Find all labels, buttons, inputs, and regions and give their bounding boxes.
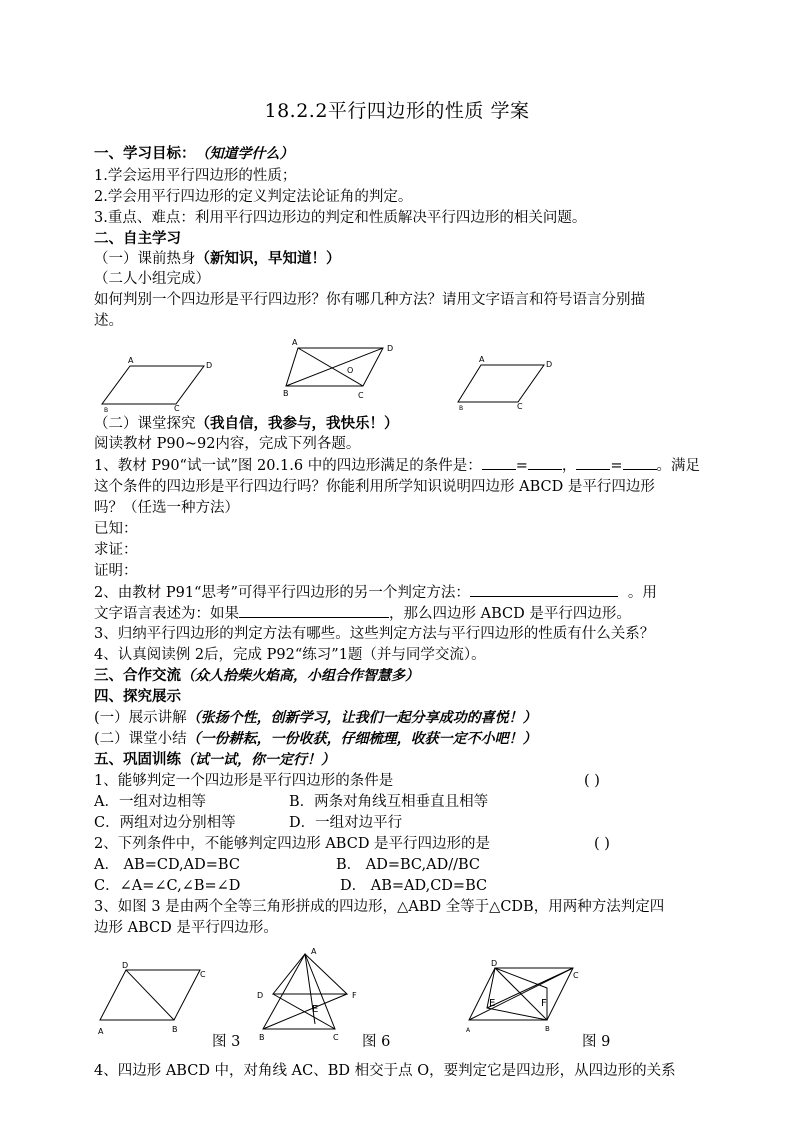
drill-1-option-b: B．两条对角线互相垂直且相等 — [289, 794, 489, 810]
section-5-line — [94, 750, 335, 770]
label-b: B — [545, 1025, 550, 1033]
section-3-heading: 三、合作交流 — [94, 667, 181, 684]
answer-blank-4[interactable] — [623, 455, 657, 470]
summary-note: （一份耕耘，一份收获，仔细梳理，收获一定不小吧！） — [186, 731, 537, 747]
label-e: E — [489, 998, 496, 1009]
label-a: A — [311, 947, 317, 956]
label-b: B — [459, 405, 464, 412]
drill-3-line-2: 边形 ABCD 是平行四边形。 — [94, 920, 278, 936]
drill-1-answer-paren[interactable]: ( ) — [584, 773, 600, 789]
answer-blank-1[interactable] — [482, 455, 516, 470]
reading-instruction: 阅读教材 P90~92内容，完成下列各题。 — [94, 436, 361, 452]
exercise-1-line-3: 吗？（任选一种方法） — [94, 500, 239, 516]
drill-2-answer-paren[interactable]: ( ) — [594, 836, 610, 852]
label-b: B — [172, 1025, 178, 1034]
answer-blank-3[interactable] — [576, 455, 610, 470]
question-line-1: 如何判别一个四边形是平行四边形？你有哪几种方法？请用文字语言和符号语言分别描 — [94, 292, 645, 308]
figure-3 — [96, 962, 216, 1042]
label-a: A — [292, 338, 298, 347]
drill-1: 1、能够判定一个四边形是平行四边形的条件是 — [94, 773, 394, 789]
section-2-heading: 二、自主学习 — [94, 230, 181, 247]
label-c: C — [573, 971, 579, 980]
section-1-heading-line — [94, 144, 294, 164]
label-a: A — [98, 1027, 104, 1036]
section-3-note: （众人拾柴火焰高，小组合作智慧多） — [181, 668, 419, 684]
known-label: 已知： — [94, 521, 138, 537]
label-c: C — [358, 391, 364, 400]
exercise-4: 4、认真阅读例 2后，完成 P92“练习”1题（并与同学交流）。 — [94, 647, 486, 663]
section-5-heading: 五、巩固训练 — [94, 751, 181, 768]
summary-line — [94, 729, 537, 749]
label-b: B — [259, 1033, 265, 1042]
exercise-1-tail: 。满足 — [656, 458, 701, 474]
label-f: F — [541, 998, 547, 1009]
label-b: B — [283, 389, 289, 398]
label-d: D — [491, 959, 498, 968]
triangle-abc — [263, 954, 335, 1029]
label-d: D — [546, 360, 553, 369]
drill-2-option-d: D． AB=AD,CD=BC — [340, 878, 488, 894]
objective-2: 2.学会用平行四边形的定义判定法论证角的判定。 — [94, 189, 413, 205]
label-d: D — [206, 361, 213, 370]
warmup-note: （新知识，早知道！） — [195, 250, 341, 267]
comma: ， — [561, 458, 577, 474]
drill-1-option-c: C．两组对边分别相等 — [94, 815, 236, 831]
label-d: D — [387, 344, 394, 353]
caption-figure-6: 图 6 — [362, 1034, 391, 1050]
diagonal-db — [126, 970, 174, 1020]
parallelogram-figure-2 — [283, 338, 393, 403]
label-a: A — [479, 355, 485, 364]
display-line — [94, 708, 537, 728]
equals-sign: = — [515, 458, 528, 474]
label-f: F — [352, 991, 357, 1000]
drill-4: 4、四边形 ABCD 中，对角线 AC、BD 相交于点 O，要判定它是四边形，从四边形的关系 — [94, 1063, 676, 1079]
display-note: （张扬个性，创新学习，让我们一起分享成功的喜悦！） — [186, 710, 537, 726]
label-e: E — [312, 1004, 319, 1015]
answer-blank-2[interactable] — [528, 455, 562, 470]
exercise-2-text: 2、由教材 P91“思考”可得平行四边形的另一个判定方法： — [94, 585, 470, 601]
figure-6 — [255, 942, 365, 1047]
caption-figure-3: 图 3 — [212, 1034, 241, 1050]
exploration-note: （我自信，我参与，我快乐！） — [195, 415, 399, 432]
group-note: （二人小组完成） — [94, 271, 210, 287]
label-d: D — [122, 961, 129, 970]
objective-1: 1.学会运用平行四边形的性质； — [94, 168, 297, 184]
exercise-3: 3、归纳平行四边形的判定方法有哪些。这些判定方法与平行四边形的性质有什么关系？ — [94, 626, 655, 642]
display-label: (一）展示讲解 — [94, 710, 187, 726]
exercise-2-tail-2: ，那么四边形 ABCD 是平行四边形。 — [389, 606, 631, 622]
page-title: 18.2.2平行四边形的性质 学案 — [264, 100, 530, 122]
drill-2-option-a: A． AB=CD,AD=BC — [94, 857, 240, 873]
exploration-line — [94, 414, 399, 434]
label-a: A — [128, 356, 134, 365]
exercise-2-line-2 — [94, 603, 631, 624]
warmup-line — [94, 249, 341, 269]
label-d: D — [257, 991, 264, 1000]
exercise-2-line-1 — [94, 582, 657, 603]
parallelogram-figure-1 — [100, 358, 220, 413]
parallelogram-shape — [102, 366, 204, 404]
diagonal-bd — [286, 348, 383, 386]
label-o: O — [347, 366, 354, 375]
proof-label: 证明： — [94, 563, 138, 579]
parallelogram-figure-3 — [455, 356, 555, 411]
drill-2-option-c: C．∠A=∠C,∠B=∠D — [94, 878, 241, 894]
exercise-2-text-2: 文字语言表述为：如果 — [94, 606, 239, 622]
figure-9 — [465, 958, 585, 1038]
prove-label: 求证： — [94, 542, 138, 558]
drill-3-line-1: 3、如图 3 是由两个全等三角形拼成的四边形，△ABD 全等于△CDB，用两种方法判定四 — [94, 899, 665, 915]
drill-2-option-b: B． AD=BC,AD//BC — [336, 857, 481, 873]
section-4-heading: 四、探究展示 — [94, 688, 181, 705]
warmup-label: （一）课前热身 — [94, 251, 196, 267]
label-c: C — [174, 404, 180, 413]
summary-label: (二）课堂小结 — [94, 731, 187, 747]
question-line-2: 述。 — [94, 313, 123, 329]
label-c: C — [517, 402, 523, 411]
equals-sign: = — [610, 458, 623, 474]
exercise-1-line-1 — [94, 455, 700, 476]
exercise-2-tail: 。用 — [627, 585, 657, 601]
label-a: A — [466, 1027, 471, 1034]
drill-1-option-a: A．一组对边相等 — [94, 794, 206, 810]
section-1-note: （知道学什么） — [195, 146, 294, 162]
section-3-line — [94, 666, 419, 686]
drill-1-option-d: D．一组对边平行 — [289, 815, 403, 831]
drill-2: 2、下列条件中，不能够判定四边形 ABCD 是平行四边形的是 — [94, 836, 491, 852]
label-b: B — [104, 407, 109, 414]
answer-blank-6[interactable] — [239, 603, 389, 618]
answer-blank-5[interactable] — [470, 582, 618, 597]
exploration-label: （二）课堂探究 — [94, 416, 196, 432]
segment-ec — [487, 968, 573, 1008]
caption-figure-9: 图 9 — [582, 1034, 611, 1050]
segment-fb — [263, 994, 347, 1029]
parallelogram-shape — [458, 365, 544, 402]
exercise-1-line-2: 这个条件的四边形是平行四边行吗？你能利用所学知识说明四边形 ABCD 是平行四边形 — [94, 479, 655, 495]
exercise-1-text: 1、教材 P90“试一试”图 20.1.6 中的四边形满足的条件是： — [94, 458, 482, 474]
label-c: C — [333, 1033, 339, 1042]
section-1-heading: 一、学习目标： — [94, 145, 196, 162]
objective-3: 3.重点、难点：利用平行四边形边的判定和性质解决平行四边形的相关问题。 — [94, 210, 587, 226]
section-5-note: （试一试，你一定行！） — [181, 752, 335, 768]
label-c: C — [200, 970, 206, 979]
